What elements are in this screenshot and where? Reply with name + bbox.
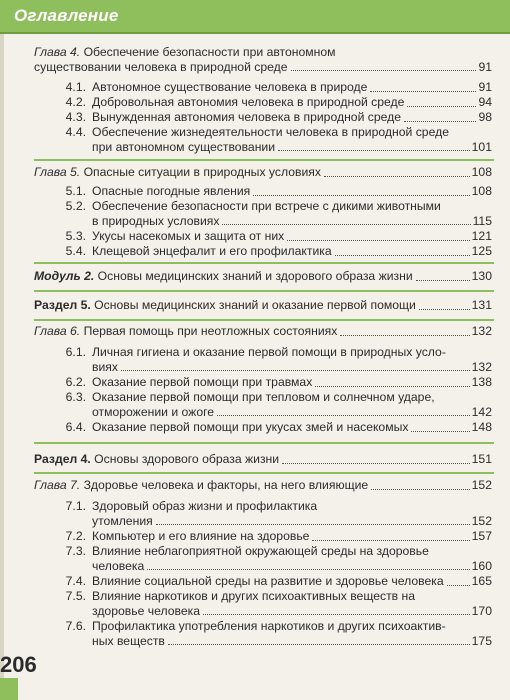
- divider: [34, 472, 494, 474]
- toc-section-6-1[interactable]: 6.1. Личная гигиена и оказание первой помощи в природных усло- виях 132: [65, 345, 492, 374]
- toc-chapter-4[interactable]: Глава 4. Обеспечение безопасности при автономном существовании человека в природной среде 91: [34, 45, 492, 74]
- page-number: 206: [0, 652, 37, 677]
- divider: [34, 290, 494, 292]
- leader-dots: [291, 70, 477, 71]
- toc-section-5-4[interactable]: 5.4. Клещевой энцефалит и его профилактика 125: [65, 244, 492, 258]
- toc-section-6-3[interactable]: 6.3. Оказание первой помощи при тепловом и солнечном ударе, отморожении и ожоге 142: [65, 390, 492, 419]
- divider: [34, 319, 494, 321]
- toc-section-7-6[interactable]: 7.6. Профилактика употребления наркотиков и других психоактив- ных веществ 175: [65, 619, 492, 648]
- toc-part-4[interactable]: Раздел 4. Основы здорового образа жизни 151: [34, 452, 492, 466]
- toc-chapter-7[interactable]: Глава 7. Здоровье человека и факторы, на него влияющие 152: [34, 478, 492, 492]
- toc-part-5[interactable]: Раздел 5. Основы медицинских знаний и оказание первой помощи 131: [34, 298, 492, 312]
- divider: [34, 159, 494, 161]
- toc-section-4-1[interactable]: 4.1. Автономное существование человека в природе 91: [65, 80, 492, 94]
- toc-section-7-1[interactable]: 7.1. Здоровый образ жизни и профилактика утомления 152: [65, 499, 492, 528]
- toc-section-7-4[interactable]: 7.4. Влияние социальной среды на развитие и здоровье человека 165: [65, 574, 492, 588]
- divider: [34, 442, 494, 444]
- toc-section-6-4[interactable]: 6.4. Оказание первой помощи при укусах змей и насекомых 148: [65, 420, 492, 434]
- page-title: Оглавление: [14, 6, 119, 25]
- toc-section-4-4[interactable]: 4.4. Обеспечение жизнедеятельности человека в природной среде при автономном существовании 101: [65, 125, 492, 154]
- toc-chapter-5[interactable]: Глава 5. Опасные ситуации в природных условиях 108: [34, 165, 492, 179]
- toc-section-6-2[interactable]: 6.2. Оказание первой помощи при травмах 138: [65, 375, 492, 389]
- toc-section-7-2[interactable]: 7.2. Компьютер и его влияние на здоровье 157: [65, 529, 492, 543]
- toc-section-4-3[interactable]: 4.3. Вынужденная автономия человека в природной среде 98: [65, 110, 492, 124]
- divider: [34, 262, 494, 264]
- toc-chapter-6[interactable]: Глава 6. Первая помощь при неотложных состояниях 132: [34, 324, 492, 338]
- toc-section-5-3[interactable]: 5.3. Укусы насекомых и защита от них 121: [65, 229, 492, 243]
- header-band: [0, 0, 510, 34]
- toc-section-5-2[interactable]: 5.2. Обеспечение безопасности при встрече с дикими животными в природных условиях 115: [65, 199, 492, 228]
- page-number-bar: [0, 678, 18, 700]
- page-edge: [0, 0, 4, 700]
- toc-section-7-5[interactable]: 7.5. Влияние наркотиков и других психоактивных веществ на здоровье человека 170: [65, 589, 492, 618]
- page-ref: 91: [478, 59, 492, 74]
- toc-module-2[interactable]: Модуль 2. Основы медицинских знаний и здорового образа жизни 130: [34, 269, 492, 283]
- toc-section-7-3[interactable]: 7.3. Влияние неблагоприятной окружающей среды на здоровье человека 160: [65, 544, 492, 573]
- toc-section-4-2[interactable]: 4.2. Добровольная автономия человека в природной среде 94: [65, 95, 492, 109]
- toc-section-5-1[interactable]: 5.1. Опасные погодные явления 108: [65, 184, 492, 198]
